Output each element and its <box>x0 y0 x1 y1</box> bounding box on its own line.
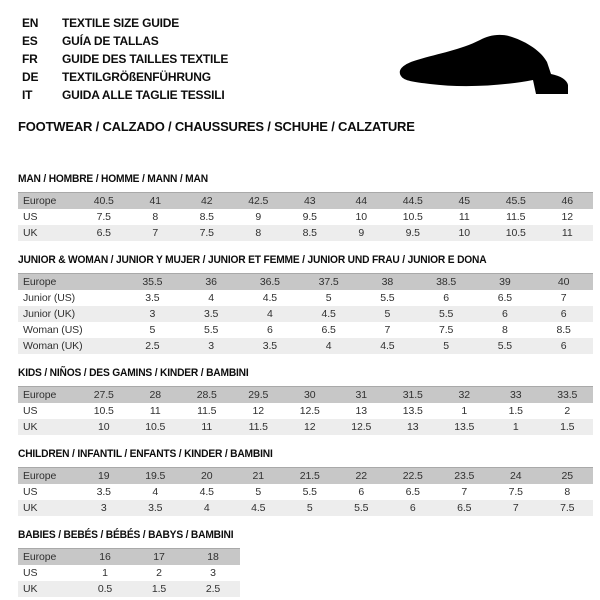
size-value-cell: 5 <box>233 484 285 500</box>
size-value-cell: 10.5 <box>387 209 439 225</box>
size-value-cell: 1.5 <box>490 403 542 419</box>
row-label: Europe <box>18 549 78 566</box>
size-row-woman-uk <box>18 338 593 354</box>
size-value-cell: 3.5 <box>78 484 130 500</box>
row-label: US <box>18 565 78 581</box>
size-value-cell: 11.5 <box>233 419 285 435</box>
size-value-cell: 3 <box>78 500 130 516</box>
size-value-cell: 5.5 <box>476 338 535 354</box>
language-label: TEXTILGRÖßENFÜHRUNG <box>62 70 211 84</box>
size-value-cell: 42 <box>181 193 233 210</box>
size-value-cell: 4.5 <box>358 338 417 354</box>
size-table <box>18 467 593 516</box>
size-value-cell: 23.5 <box>439 468 491 485</box>
size-value-cell: 6.5 <box>78 225 130 241</box>
size-value-cell: 20 <box>181 468 233 485</box>
size-value-cell: 11 <box>130 403 182 419</box>
row-label: UK <box>18 581 78 597</box>
size-value-cell: 5 <box>284 500 336 516</box>
size-table <box>18 273 593 354</box>
size-value-cell: 7 <box>130 225 182 241</box>
size-table-section <box>18 254 593 354</box>
shoe-icon <box>396 33 572 97</box>
size-value-cell: 4.5 <box>299 306 358 322</box>
size-value-cell: 46 <box>542 193 594 210</box>
size-value-cell: 6 <box>336 484 388 500</box>
size-value-cell: 31.5 <box>387 387 439 404</box>
size-value-cell: 5 <box>358 306 417 322</box>
size-value-cell: 10 <box>336 209 388 225</box>
size-value-cell: 8 <box>476 322 535 338</box>
size-table-title: CHILDREN / INFANTIL / ENFANTS / KINDER / BAMBINI <box>18 448 273 460</box>
size-value-cell: 22 <box>336 468 388 485</box>
size-table-section <box>18 367 593 435</box>
language-code: IT <box>22 88 33 102</box>
row-label: Europe <box>18 274 123 291</box>
size-value-cell: 1 <box>439 403 491 419</box>
size-value-cell: 41 <box>130 193 182 210</box>
size-value-cell: 39 <box>476 274 535 291</box>
row-label: Woman (US) <box>18 322 123 338</box>
size-value-cell: 12 <box>542 209 594 225</box>
size-value-cell: 33.5 <box>542 387 594 404</box>
size-table-title: BABIES / BEBÉS / BÉBÉS / BABYS / BAMBINI <box>18 529 234 541</box>
size-value-cell: 33 <box>490 387 542 404</box>
size-value-cell: 7.5 <box>542 500 594 516</box>
size-value-cell: 16 <box>78 549 132 566</box>
size-value-cell: 44 <box>336 193 388 210</box>
shoe-silhouette-path <box>400 35 568 94</box>
size-value-cell: 12.5 <box>336 419 388 435</box>
row-label: US <box>18 209 78 225</box>
size-table-body <box>18 549 240 598</box>
size-value-cell: 6 <box>387 500 439 516</box>
row-label: UK <box>18 419 78 435</box>
size-value-cell: 7.5 <box>417 322 476 338</box>
size-value-cell: 31 <box>336 387 388 404</box>
size-row-europe <box>18 193 593 210</box>
size-value-cell: 6 <box>534 306 593 322</box>
size-table <box>18 192 593 241</box>
size-value-cell: 28 <box>130 387 182 404</box>
size-value-cell: 6 <box>476 306 535 322</box>
size-value-cell: 38 <box>358 274 417 291</box>
size-value-cell: 9 <box>233 209 285 225</box>
size-value-cell: 36 <box>182 274 241 291</box>
size-value-cell: 7 <box>534 290 593 306</box>
size-value-cell: 21 <box>233 468 285 485</box>
row-label: Junior (US) <box>18 290 123 306</box>
size-value-cell: 11 <box>181 419 233 435</box>
size-value-cell: 10.5 <box>490 225 542 241</box>
size-value-cell: 10 <box>439 225 491 241</box>
size-value-cell: 6.5 <box>299 322 358 338</box>
row-label: UK <box>18 225 78 241</box>
size-value-cell: 11 <box>439 209 491 225</box>
size-value-cell: 7 <box>439 484 491 500</box>
size-row-junior-uk <box>18 306 593 322</box>
size-table-section <box>18 173 593 241</box>
size-value-cell: 6 <box>241 322 300 338</box>
language-code: ES <box>22 34 38 48</box>
size-value-cell: 3 <box>182 338 241 354</box>
size-value-cell: 12.5 <box>284 403 336 419</box>
row-label: UK <box>18 500 78 516</box>
size-row-woman-us <box>18 322 593 338</box>
size-row-uk <box>18 225 593 241</box>
size-value-cell: 10 <box>78 419 130 435</box>
size-value-cell: 19 <box>78 468 130 485</box>
size-value-cell: 2.5 <box>186 581 240 597</box>
size-table <box>18 548 240 597</box>
size-value-cell: 4 <box>130 484 182 500</box>
language-label: GUIDE DES TAILLES TEXTILE <box>62 52 229 66</box>
size-value-cell: 30 <box>284 387 336 404</box>
size-value-cell: 3.5 <box>241 338 300 354</box>
size-value-cell: 8.5 <box>181 209 233 225</box>
size-value-cell: 25 <box>542 468 594 485</box>
size-value-cell: 4 <box>181 500 233 516</box>
size-value-cell: 3.5 <box>123 290 182 306</box>
size-value-cell: 45.5 <box>490 193 542 210</box>
size-value-cell: 12 <box>233 403 285 419</box>
size-row-uk <box>18 500 593 516</box>
size-row-us <box>18 484 593 500</box>
size-value-cell: 5.5 <box>417 306 476 322</box>
size-table-body <box>18 387 593 436</box>
size-value-cell: 6 <box>534 338 593 354</box>
size-value-cell: 17 <box>132 549 186 566</box>
size-value-cell: 10.5 <box>78 403 130 419</box>
size-row-europe <box>18 468 593 485</box>
size-value-cell: 1 <box>78 565 132 581</box>
row-label: Europe <box>18 468 78 485</box>
category-title: FOOTWEAR / CALZADO / CHAUSSURES / SCHUHE / CALZATURE <box>18 119 415 134</box>
size-value-cell: 7.5 <box>78 209 130 225</box>
size-value-cell: 2 <box>542 403 594 419</box>
language-label: TEXTILE SIZE GUIDE <box>62 16 180 30</box>
row-label: Junior (UK) <box>18 306 123 322</box>
size-value-cell: 0.5 <box>78 581 132 597</box>
size-value-cell: 1 <box>490 419 542 435</box>
size-value-cell: 2.5 <box>123 338 182 354</box>
size-table-title: KIDS / NIÑOS / DES GAMINS / KINDER / BAMBINI <box>18 367 249 379</box>
size-value-cell: 45 <box>439 193 491 210</box>
row-label: Woman (UK) <box>18 338 123 354</box>
size-value-cell: 8.5 <box>534 322 593 338</box>
size-value-cell: 18 <box>186 549 240 566</box>
row-label: US <box>18 484 78 500</box>
size-value-cell: 6.5 <box>387 484 439 500</box>
size-value-cell: 13 <box>387 419 439 435</box>
size-tables <box>18 173 593 597</box>
size-table-title: JUNIOR & WOMAN / JUNIOR Y MUJER / JUNIOR ET FEMME / JUNIOR UND FRAU / JUNIOR E DONA <box>18 254 487 266</box>
size-value-cell: 4 <box>299 338 358 354</box>
size-value-cell: 5.5 <box>182 322 241 338</box>
size-value-cell: 22.5 <box>387 468 439 485</box>
language-label: GUIDA ALLE TAGLIE TESSILI <box>62 88 225 102</box>
size-value-cell: 27.5 <box>78 387 130 404</box>
size-table-body <box>18 193 593 242</box>
size-value-cell: 4.5 <box>181 484 233 500</box>
size-value-cell: 37.5 <box>299 274 358 291</box>
size-value-cell: 8 <box>233 225 285 241</box>
size-table-body <box>18 468 593 517</box>
language-row <box>22 14 600 32</box>
size-value-cell: 28.5 <box>181 387 233 404</box>
size-value-cell: 40.5 <box>78 193 130 210</box>
size-value-cell: 7.5 <box>490 484 542 500</box>
size-value-cell: 8 <box>130 209 182 225</box>
language-code: DE <box>22 70 39 84</box>
size-value-cell: 19.5 <box>130 468 182 485</box>
size-value-cell: 3 <box>186 565 240 581</box>
size-value-cell: 32 <box>439 387 491 404</box>
size-value-cell: 36.5 <box>241 274 300 291</box>
row-label: US <box>18 403 78 419</box>
size-value-cell: 1.5 <box>542 419 594 435</box>
size-value-cell: 5 <box>299 290 358 306</box>
size-value-cell: 3 <box>123 306 182 322</box>
size-value-cell: 24 <box>490 468 542 485</box>
size-value-cell: 6 <box>417 290 476 306</box>
language-label: GUÍA DE TALLAS <box>62 34 159 48</box>
size-value-cell: 8 <box>542 484 594 500</box>
size-value-cell: 44.5 <box>387 193 439 210</box>
size-value-cell: 38.5 <box>417 274 476 291</box>
size-value-cell: 43 <box>284 193 336 210</box>
size-value-cell: 35.5 <box>123 274 182 291</box>
size-value-cell: 6.5 <box>439 500 491 516</box>
size-value-cell: 21.5 <box>284 468 336 485</box>
size-row-uk <box>18 581 240 597</box>
size-row-us <box>18 565 240 581</box>
size-row-europe <box>18 274 593 291</box>
size-value-cell: 5 <box>123 322 182 338</box>
size-table-title: MAN / HOMBRE / HOMME / MANN / MAN <box>18 173 208 185</box>
size-value-cell: 7 <box>358 322 417 338</box>
size-value-cell: 11 <box>542 225 594 241</box>
size-value-cell: 4 <box>241 306 300 322</box>
size-value-cell: 8.5 <box>284 225 336 241</box>
size-value-cell: 4.5 <box>241 290 300 306</box>
size-value-cell: 5.5 <box>284 484 336 500</box>
size-table-section <box>18 529 593 597</box>
size-value-cell: 6.5 <box>476 290 535 306</box>
size-value-cell: 7.5 <box>181 225 233 241</box>
language-code: EN <box>22 16 39 30</box>
size-value-cell: 9.5 <box>387 225 439 241</box>
size-value-cell: 7 <box>490 500 542 516</box>
size-value-cell: 42.5 <box>233 193 285 210</box>
size-value-cell: 10.5 <box>130 419 182 435</box>
size-row-junior-us <box>18 290 593 306</box>
size-table <box>18 386 593 435</box>
size-value-cell: 12 <box>284 419 336 435</box>
size-value-cell: 5.5 <box>336 500 388 516</box>
size-row-us <box>18 209 593 225</box>
size-value-cell: 13.5 <box>387 403 439 419</box>
size-row-europe <box>18 387 593 404</box>
size-value-cell: 9.5 <box>284 209 336 225</box>
size-value-cell: 11.5 <box>181 403 233 419</box>
size-value-cell: 40 <box>534 274 593 291</box>
row-label: Europe <box>18 387 78 404</box>
size-value-cell: 2 <box>132 565 186 581</box>
size-row-us <box>18 403 593 419</box>
size-value-cell: 4 <box>182 290 241 306</box>
size-table-body <box>18 274 593 355</box>
size-table-section <box>18 448 593 516</box>
size-row-europe <box>18 549 240 566</box>
size-value-cell: 5 <box>417 338 476 354</box>
size-value-cell: 29.5 <box>233 387 285 404</box>
size-value-cell: 13.5 <box>439 419 491 435</box>
size-row-uk <box>18 419 593 435</box>
size-value-cell: 11.5 <box>490 209 542 225</box>
size-value-cell: 13 <box>336 403 388 419</box>
row-label: Europe <box>18 193 78 210</box>
size-value-cell: 3.5 <box>182 306 241 322</box>
size-value-cell: 9 <box>336 225 388 241</box>
size-value-cell: 4.5 <box>233 500 285 516</box>
language-code: FR <box>22 52 38 66</box>
size-value-cell: 5.5 <box>358 290 417 306</box>
size-value-cell: 1.5 <box>132 581 186 597</box>
size-value-cell: 3.5 <box>130 500 182 516</box>
